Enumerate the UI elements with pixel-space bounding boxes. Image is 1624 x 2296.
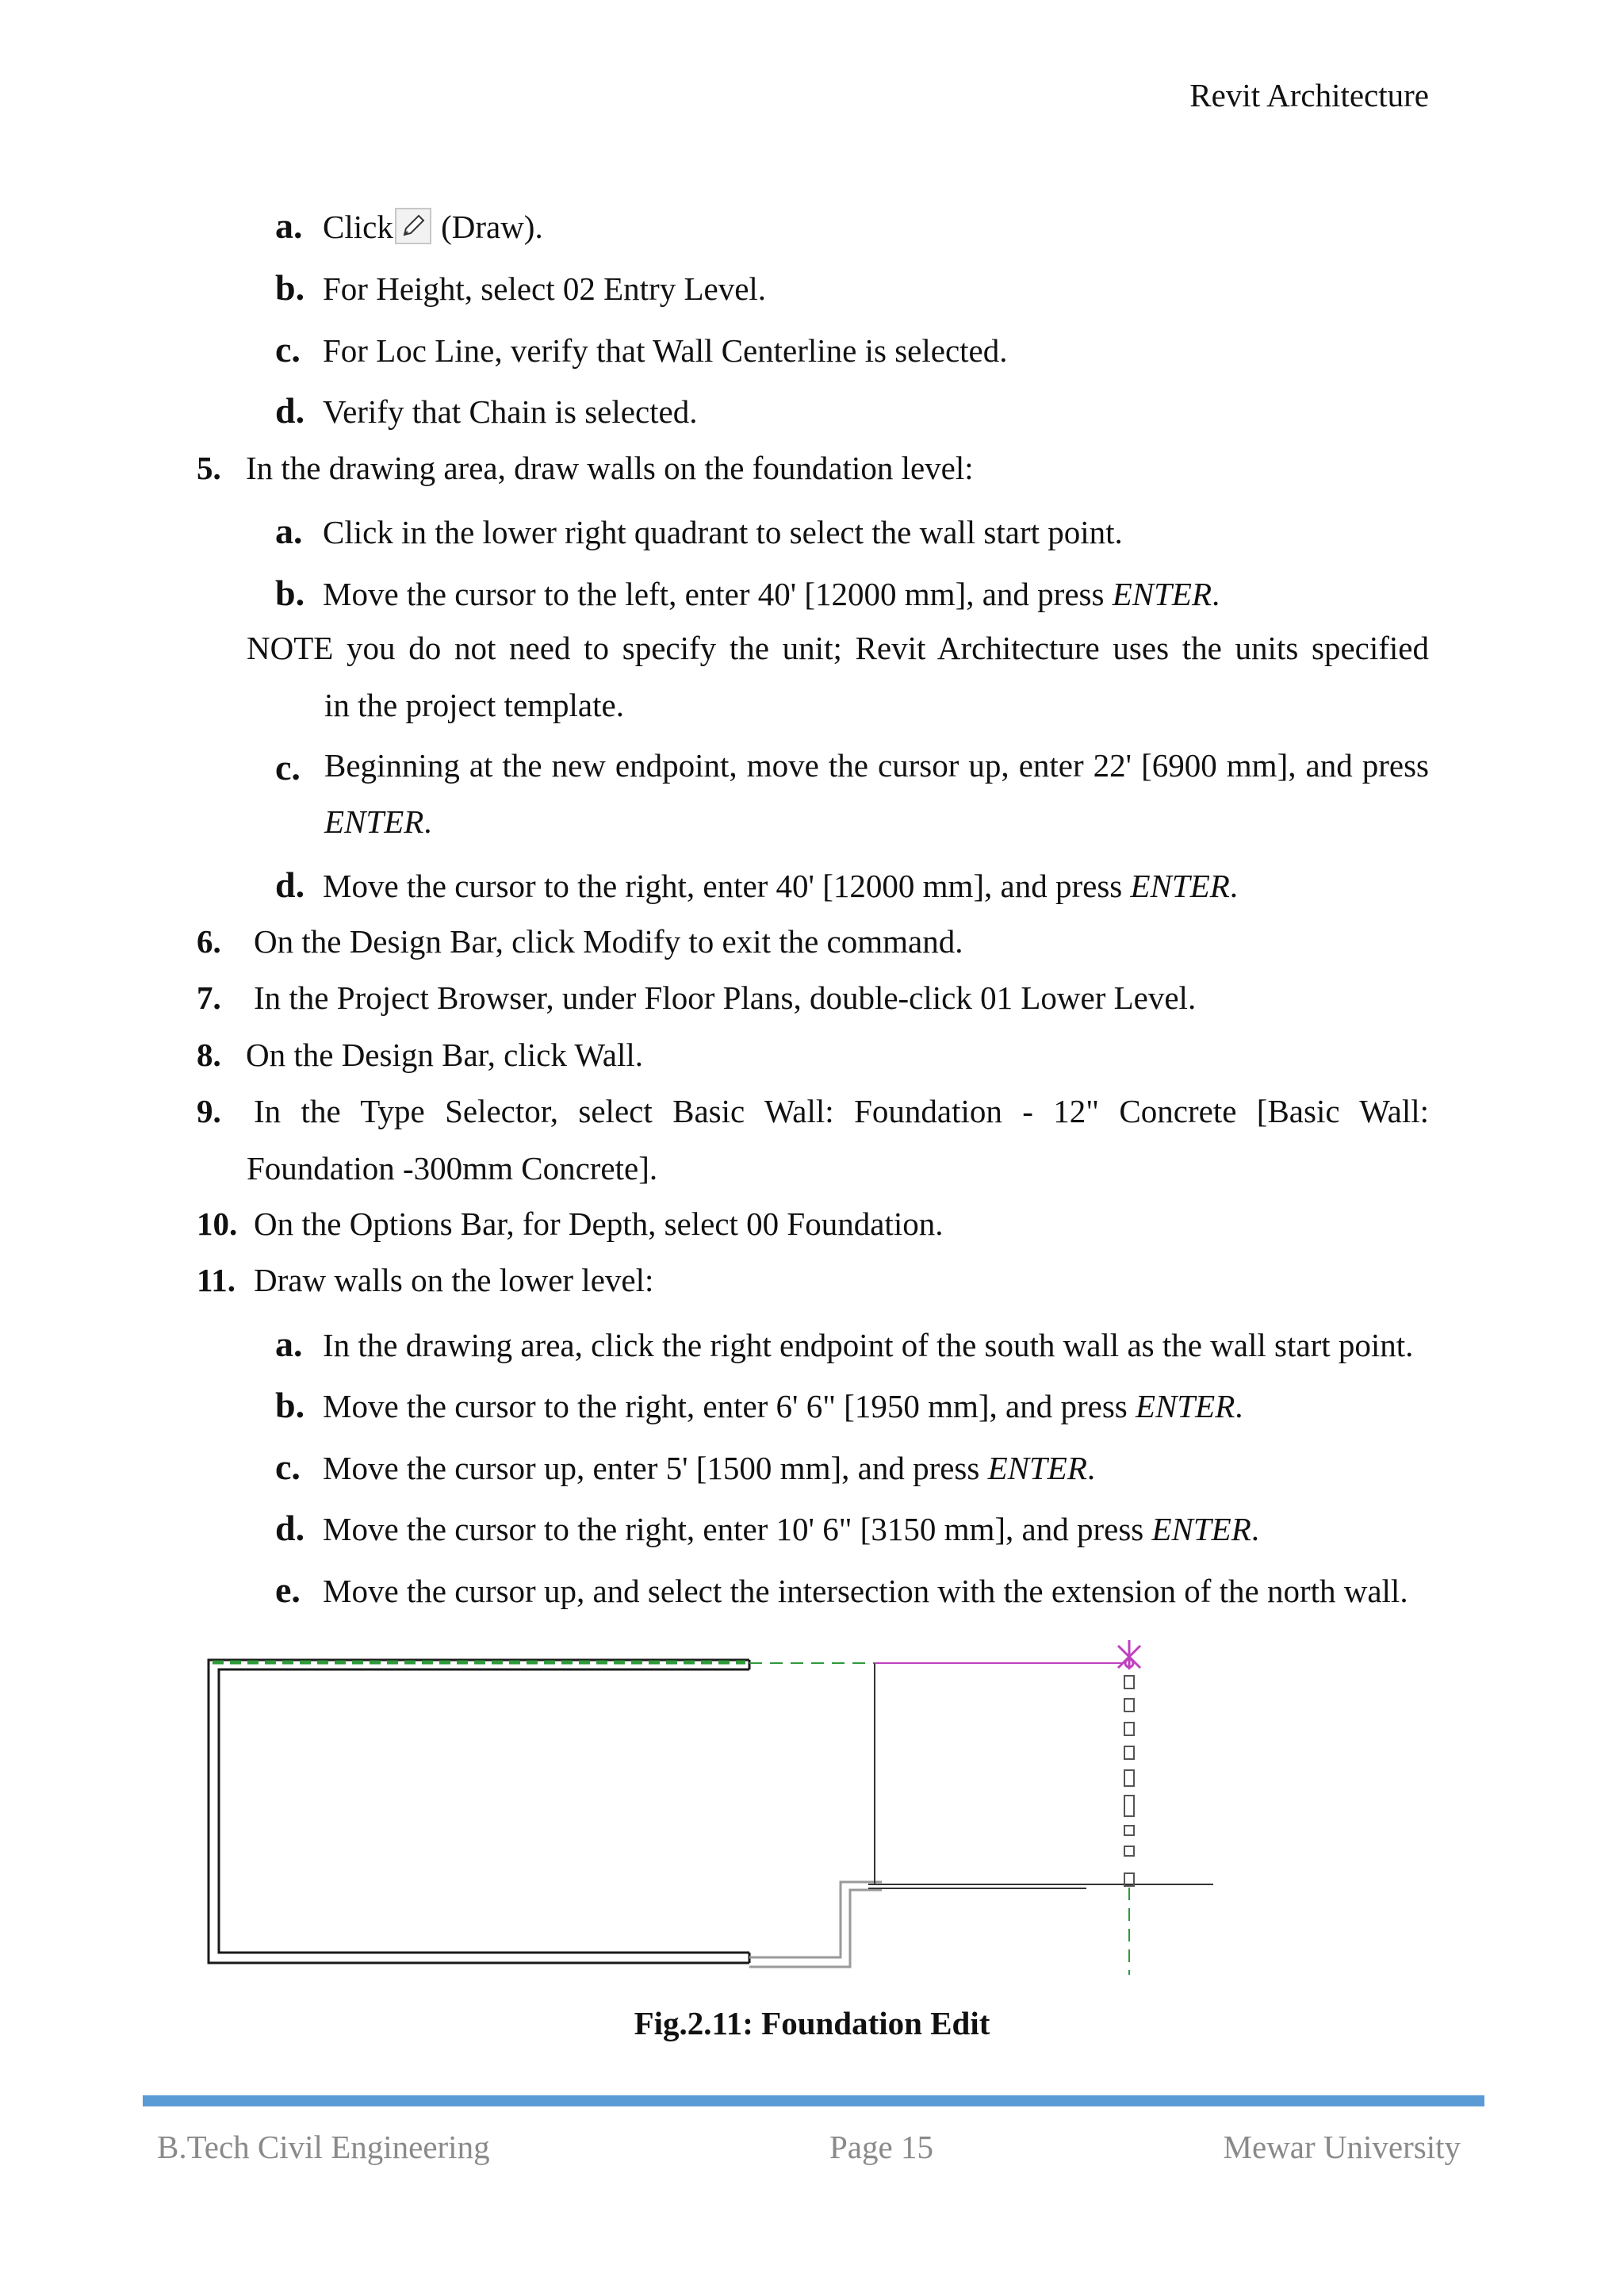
step-text: (Draw). [432,209,543,245]
step-5d [275,864,1239,905]
period: . [1212,576,1220,612]
step-letter: b. [275,573,305,613]
step-number: 9. [197,1093,221,1129]
step-7 [197,979,1197,1016]
enter-key: ENTER [987,1450,1087,1486]
step-text: On the Design Bar, click Modify to exit the command. [254,923,963,960]
step-number: 8. [197,1037,221,1073]
step-text: In the drawing area, draw walls on the foundation level: [246,450,974,486]
lower-level-walls [749,1882,882,1967]
step-letter: a. [275,205,303,246]
step-letter: b. [275,267,305,308]
step-text: For Loc Line, verify that Wall Centerline is selected. [323,332,1008,369]
figure-caption: Fig.2.11: Foundation Edit [634,2005,990,2041]
step-11b [275,1387,1243,1424]
period: . [1251,1511,1260,1547]
enter-key: ENTER [1135,1388,1235,1424]
step-11e [275,1572,1408,1608]
step-4c [275,329,1008,370]
step-letter: d. [275,864,305,905]
step-letter: a. [275,511,303,551]
footer-right: Mewar University [1223,2129,1461,2165]
period: . [1229,868,1239,904]
enter-key: ENTER [1112,576,1212,612]
foundation-walls [209,1660,749,1963]
footer-left: B.Tech Civil Engineering [157,2129,490,2165]
step-text: Move the cursor up, and select the intersection with the extension of the north wall. [323,1573,1408,1609]
cursor-icon [1118,1640,1140,1669]
step-letter: d. [275,390,305,431]
step-text: Move the cursor to the right, enter 10' 6" [3150 mm], and press [323,1511,1152,1547]
enter-key: ENTER [1130,868,1230,904]
step-letter: c. [275,329,301,370]
step-6 [197,923,963,960]
note-line-1: NOTE you do not need to specify the unit; Revit Architecture uses the units specified [247,630,1429,666]
step-number: 7. [197,979,221,1016]
step-letter: a. [275,1324,303,1364]
step-11 [197,1264,653,1297]
step-text: Move the cursor to the right, enter 40' [12000 mm], and press [323,868,1131,904]
step-10 [197,1205,944,1242]
period: . [423,803,432,840]
step-5a [275,513,1123,550]
step-text: Verify that Chain is selected. [323,393,698,430]
step-number: 10. [197,1205,238,1242]
step-letter: c. [275,1447,301,1487]
step-4d [275,390,698,431]
step-text: Move the cursor to the left, enter 40' [12000 mm], and press [323,576,1113,612]
step-text: On the Options Bar, for Depth, select 00 Foundation. [254,1205,944,1242]
wall-in-progress [1124,1676,1134,1886]
foundation-edit-figure [198,1626,1229,1983]
step-text: Move the cursor up, enter 5' [1500 mm], and press [323,1450,988,1486]
step-5c-cont [324,803,432,840]
step-text: Click [323,209,393,245]
step-text: Click in the lower right quadrant to select the wall start point. [323,514,1123,550]
enter-key: ENTER [324,803,424,840]
step-4a [275,205,543,246]
step-5 [197,452,974,485]
step-letter: c. [275,747,301,788]
step-9-text: In the Type Selector, select Basic Wall: Foundation - 12" Concrete [Basic Wall: [254,1093,1429,1129]
period: . [1235,1388,1243,1424]
step-text: In the drawing area, click the right endpoint of the south wall as the wall start point. [323,1327,1414,1363]
step-9-num [197,1095,221,1128]
period: . [1086,1450,1096,1486]
step-number: 6. [197,923,221,960]
step-4b [275,267,767,308]
step-text: Draw walls on the lower level: [254,1262,654,1298]
step-letter: e. [275,1570,301,1610]
step-9-cont: Foundation -300mm Concrete]. [247,1150,658,1186]
step-text: For Height, select 02 Entry Level. [323,270,767,307]
step-text: In the Project Browser, under Floor Plans, double-click 01 Lower Level. [254,979,1197,1016]
enter-key: ENTER [1151,1511,1251,1547]
step-5c-text: Beginning at the new endpoint, move the cursor up, enter 22' [6900 mm], and press [324,747,1429,784]
step-number: 5. [197,450,221,486]
footer-divider [143,2095,1484,2106]
note-line-2: in the project template. [324,687,624,723]
step-5b [275,575,1220,611]
step-11c [275,1449,1095,1485]
step-number: 11. [197,1262,236,1298]
footer-page-number: Page 15 [829,2129,933,2165]
step-text: On the Design Bar, click Wall. [246,1037,643,1073]
step-11a [275,1326,1413,1363]
pencil-icon [395,208,431,244]
step-11d [275,1510,1259,1547]
step-letter: b. [275,1385,305,1425]
step-8 [197,1039,643,1071]
step-5c [275,749,323,786]
step-letter: d. [275,1508,305,1548]
step-text: Move the cursor to the right, enter 6' 6" [1950 mm], and press [323,1388,1136,1424]
page-header: Revit Architecture [1189,77,1429,113]
lower-walls-dark [868,1663,1213,1888]
